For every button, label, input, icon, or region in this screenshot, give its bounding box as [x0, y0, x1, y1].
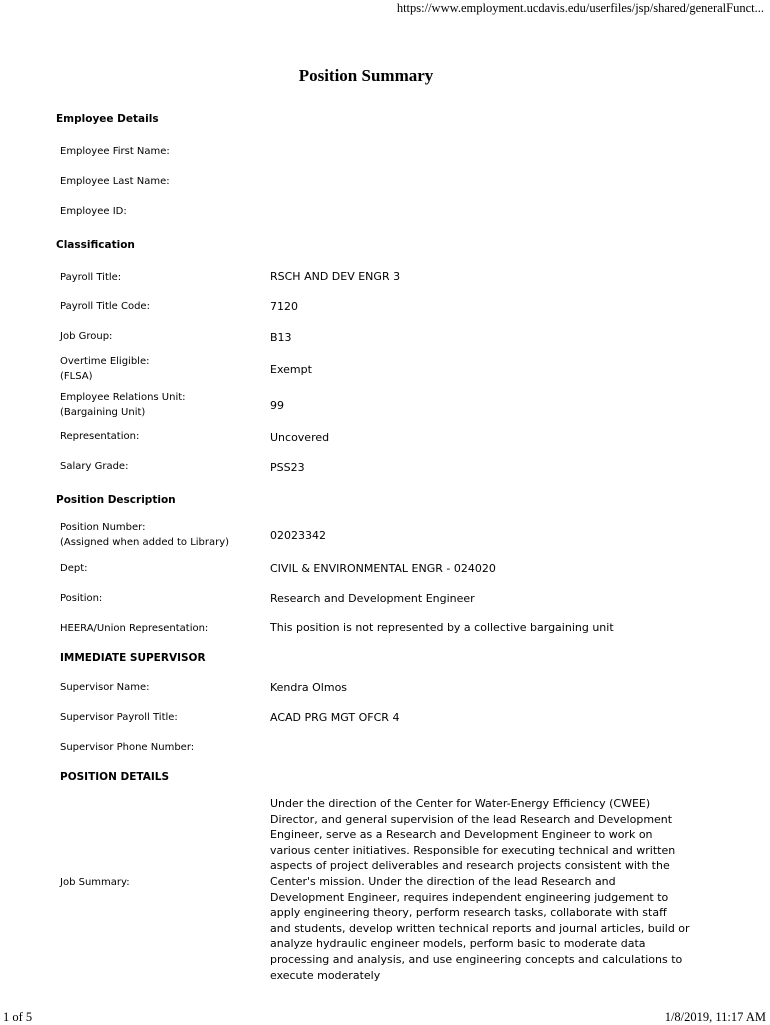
employee-relations-unit-label-line2: (Bargaining Unit): [60, 406, 146, 418]
supervisor-payroll-title-value: ACAD PRG MGT OFCR 4: [270, 711, 400, 724]
employee-relations-unit-label-line1: Employee Relations Unit:: [60, 392, 186, 403]
job-summary-label: Job Summary:: [60, 877, 130, 888]
salary-grade-label: Salary Grade:: [60, 461, 129, 472]
position-description-heading: Position Description: [56, 494, 176, 506]
job-group-value: B13: [270, 331, 292, 344]
position-details-heading: POSITION DETAILS: [60, 771, 170, 783]
supervisor-payroll-title-label: Supervisor Payroll Title:: [60, 712, 178, 723]
employee-relations-unit-value: 99: [270, 399, 284, 412]
dept-value: CIVIL & ENVIRONMENTAL ENGR - 024020: [270, 562, 496, 575]
position-label: Position:: [60, 593, 103, 604]
heera-union-representation-value: This position is not represented by a collective bargaining unit: [270, 621, 614, 634]
payroll-title-label: Payroll Title:: [60, 272, 122, 283]
payroll-title-code-label: Payroll Title Code:: [60, 301, 150, 312]
overtime-eligible-label: [60, 355, 149, 384]
page-number: 1 of 5: [3, 1010, 33, 1024]
overtime-eligible-label-line2: (FLSA): [60, 370, 93, 382]
employee-last-name-label: Employee Last Name:: [60, 176, 170, 187]
job-group-label: Job Group:: [60, 331, 113, 342]
employee-relations-unit-label: [60, 391, 186, 420]
representation-label: Representation:: [60, 431, 140, 442]
salary-grade-value: PSS23: [270, 461, 305, 474]
payroll-title-code-value: 7120: [270, 300, 298, 313]
position-number-label-line1: Position Number:: [60, 522, 146, 533]
dept-label: Dept:: [60, 563, 88, 574]
immediate-supervisor-heading: IMMEDIATE SUPERVISOR: [60, 652, 206, 664]
position-value: Research and Development Engineer: [270, 592, 475, 605]
supervisor-phone-number-label: Supervisor Phone Number:: [60, 742, 195, 753]
position-number-label-line2: (Assigned when added to Library): [60, 536, 230, 548]
employee-details-heading: Employee Details: [56, 113, 159, 125]
employee-id-label: Employee ID:: [60, 206, 127, 217]
heera-union-representation-label: HEERA/Union Representation:: [60, 623, 209, 634]
page-title: Position Summary: [298, 66, 434, 85]
payroll-title-value: RSCH AND DEV ENGR 3: [270, 270, 401, 283]
employee-first-name-label: Employee First Name:: [60, 146, 170, 157]
classification-heading: Classification: [56, 239, 135, 251]
print-datetime: 1/8/2019, 11:17 AM: [664, 1010, 766, 1024]
position-number-label: [60, 521, 229, 550]
overtime-eligible-label-line1: Overtime Eligible:: [60, 356, 150, 367]
supervisor-name-value: Kendra Olmos: [270, 681, 348, 694]
position-number-value: 02023342: [270, 529, 326, 542]
page-url: https://www.employment.ucdavis.edu/userfiles/jsp/shared/generalFunct...: [396, 1, 764, 15]
representation-value: Uncovered: [270, 431, 330, 444]
supervisor-name-label: Supervisor Name:: [60, 682, 150, 693]
job-summary-text: Under the direction of the Center for Water-Energy Efficiency (CWEE) Director, and general supervision of the lead Research and Development Engineer, serve as a Research and Development Engineer to work on various center initiatives. Responsible for executing technical and written aspects of project deliverables and research projects consistent with the Center's mission. Under the direction of the lead Research and Development Engineer, requires independent engineering judgement to apply engineering theory, perform research tasks, collaborate with staff and students, develop written technical reports and journal articles, build or analyze hydraulic engineer models, perform basic to moderate data processing and analysis, and use engineering concepts and calculations to execute moderately: [270, 797, 690, 982]
overtime-eligible-value: Exempt: [270, 363, 312, 376]
